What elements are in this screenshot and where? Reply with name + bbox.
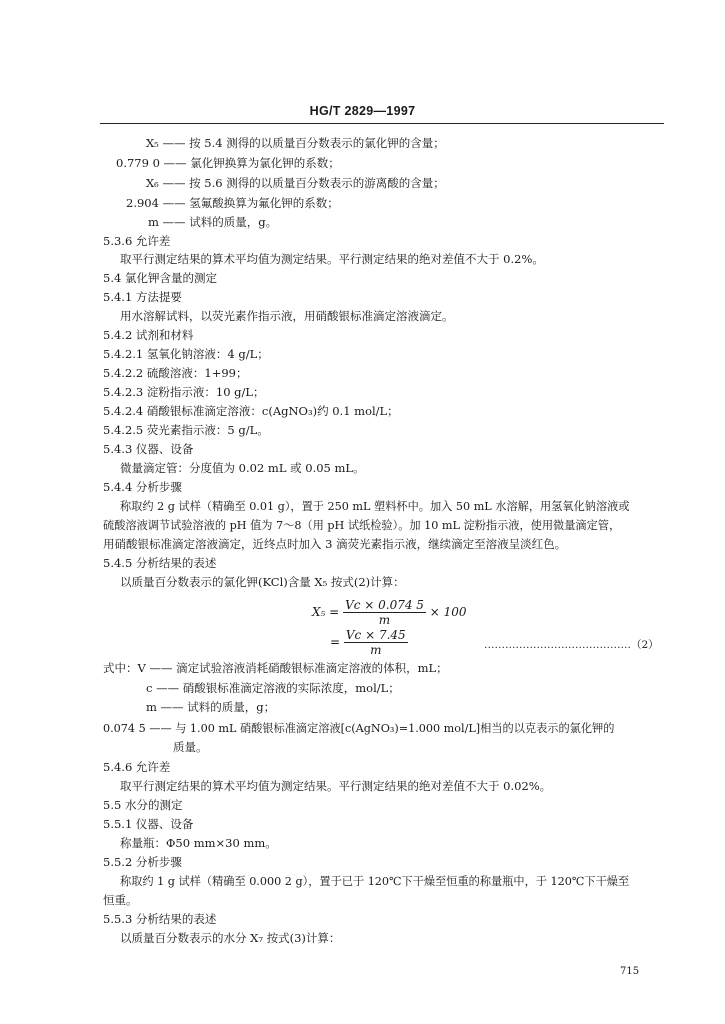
equation-fraction-1: [343, 598, 426, 627]
text-line: 2.904 —— 氢氟酸换算为氟化钾的系数；: [126, 196, 339, 210]
text-line: 5.4.2.1 氢氧化钠溶液：4 g/L；: [103, 347, 269, 361]
text-line: 0.779 0 —— 氯化钾换算为氯化钾的系数；: [116, 156, 340, 170]
text-line: 恒重。: [103, 893, 138, 907]
text-line: 式中：V —— 滴定试验溶液消耗硝酸银标准滴定溶液的体积，mL；: [103, 661, 448, 675]
text-line: 5.4.2.5 荧光素指示液：5 g/L。: [103, 423, 269, 437]
text-line: 以质量百分数表示的水分 X₇ 按式(3)计算：: [120, 931, 341, 945]
text-line: 取平行测定结果的算术平均值为测定结果。平行测定结果的绝对差值不大于 0.2%。: [120, 252, 544, 266]
section-heading: 5.5.3 分析结果的表述: [103, 912, 217, 926]
section-heading: 5.4.6 允许差: [103, 760, 171, 774]
text-line: m —— 试料的质量，g；: [146, 700, 276, 714]
equation-numerator: Vc × 0.074 5: [345, 598, 424, 612]
text-line: 0.074 5 —— 与 1.00 mL 硝酸银标准滴定溶液[c(AgNO₃)=1.000 mol/L]相当的以克表示的氯化钾的: [103, 722, 615, 735]
page-number: 715: [620, 966, 640, 977]
text-line: 5.4.2.4 硝酸银标准滴定溶液：c(AgNO₃)约 0.1 mol/L；: [103, 404, 399, 418]
section-heading: 5.5.2 分析步骤: [103, 855, 182, 869]
equation-denominator: m: [370, 643, 382, 657]
text-line: 取平行测定结果的算术平均值为测定结果。平行测定结果的绝对差值不大于 0.02%。: [120, 779, 552, 793]
header-rule: [100, 123, 664, 124]
text-line: 称量瓶：Φ50 mm×30 mm。: [120, 836, 277, 850]
equation-line-2: [330, 628, 408, 657]
equation-equals: =: [330, 635, 341, 649]
standard-header: HG/T 2829—1997: [309, 104, 416, 118]
equation-fraction-2: [344, 628, 408, 657]
equation-number: ……………………………………（2）: [484, 639, 659, 651]
equation-numerator: Vc × 7.45: [345, 628, 406, 642]
text-line: X₆ —— 按 5.6 测得的以质量百分数表示的游离酸的含量；: [146, 176, 445, 190]
section-heading: 5.4.5 分析结果的表述: [103, 556, 217, 570]
section-heading: 5.4 氯化钾含量的测定: [103, 271, 217, 285]
section-heading: 5.5.1 仪器、设备: [103, 817, 194, 831]
section-heading: 5.4.4 分析步骤: [103, 480, 182, 494]
equation-line-1: [312, 598, 467, 627]
text-line: 5.4.2.2 硫酸溶液：1+99；: [103, 366, 248, 380]
section-heading: 5.3.6 允许差: [103, 234, 171, 248]
text-line: c —— 硝酸银标准滴定溶液的实际浓度，mol/L；: [146, 681, 400, 695]
text-line: 称取约 1 g 试样（精确至 0.000 2 g），置于已于 120℃下干燥至恒重的称量瓶中，于 120℃下干燥至: [120, 875, 630, 888]
section-heading: 5.4.3 仪器、设备: [103, 442, 194, 456]
text-line: 微量滴定管：分度值为 0.02 mL 或 0.05 mL。: [120, 461, 365, 475]
equation-lhs: X₅ =: [312, 605, 340, 619]
section-heading: 5.4.1 方法提要: [103, 290, 182, 304]
text-line: X₅ —— 按 5.4 测得的以质量百分数表示的氯化钾的含量；: [146, 136, 445, 150]
text-line: m —— 试料的质量，g。: [148, 215, 278, 229]
text-line: 以质量百分数表示的氯化钾(KCl)含量 X₅ 按式(2)计算：: [120, 575, 405, 589]
equation-factor: × 100: [429, 605, 467, 619]
equation-denominator: m: [378, 613, 391, 627]
text-line: 用水溶解试料，以荧光素作指示液，用硝酸银标准滴定溶液滴定。: [120, 309, 454, 323]
text-line: 5.4.2.3 淀粉指示液：10 g/L；: [103, 385, 265, 399]
section-heading: 5.5 水分的测定: [103, 798, 183, 812]
text-line: 用硝酸银标准滴定溶液滴定，近终点时加入 3 滴荧光素指示液，继续滴定至溶液呈淡红色。: [103, 537, 567, 551]
section-heading: 5.4.2 试剂和材料: [103, 328, 194, 342]
text-line: 质量。: [173, 740, 208, 754]
text-line: 称取约 2 g 试样（精确至 0.01 g），置于 250 mL 塑料杯中。加入 50 mL 水溶解，用氢氧化钠溶液或: [120, 500, 630, 513]
text-line: 硫酸溶液调节试验溶液的 pH 值为 7～8（用 pH 试纸检验）。加 10 mL 淀粉指示液，使用微量滴定管，: [103, 519, 621, 532]
